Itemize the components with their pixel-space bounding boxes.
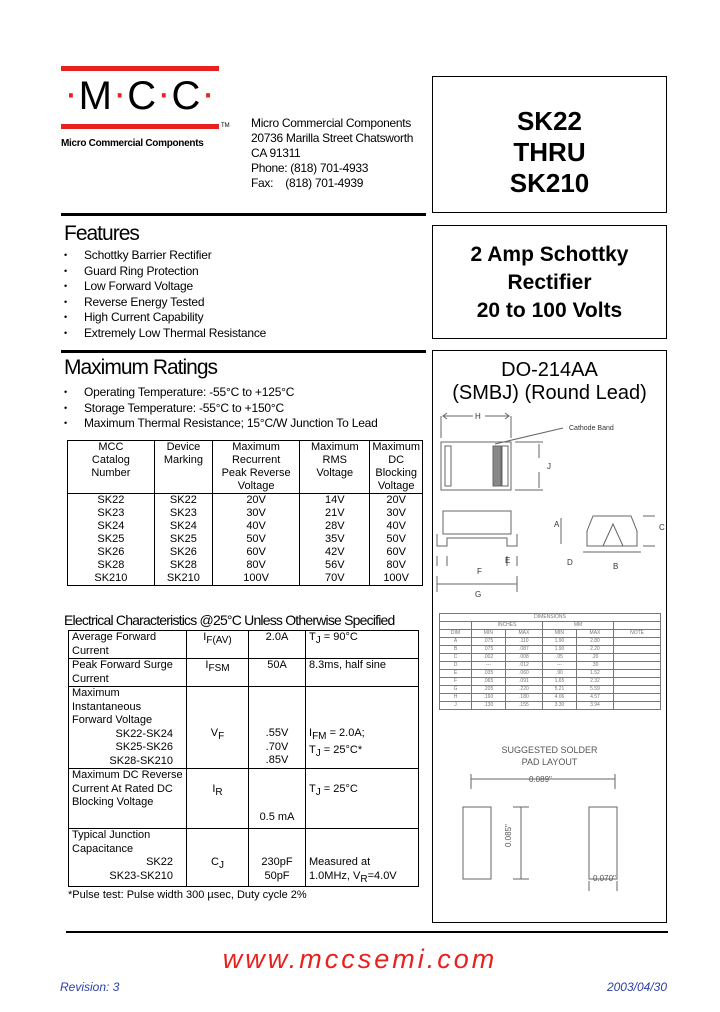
revision: Revision: 3 — [60, 980, 120, 994]
features-title: Features — [64, 222, 139, 245]
table-row: Peak Forward Surge Current $I_{FSM}$ 50A 8.3ms, half sine — [69, 659, 419, 687]
logo-bottom-bar — [61, 124, 219, 129]
electrical-title: Electrical Characteristics @25°C Unless Otherwise Specified — [64, 612, 395, 628]
dim-label-c: C — [659, 523, 665, 532]
company-address: Micro Commercial Components 20736 Marilla Street Chatsworth CA 91311 Phone: (818) 701-4933 Fax: (818) 701-4939 — [251, 116, 414, 190]
footer-divider — [66, 931, 668, 933]
table-row: F .065 .091 1.65 2.32 — [440, 678, 661, 686]
dim-label-j: J — [547, 462, 551, 471]
logo-top-bar — [61, 66, 219, 71]
table-row: Maximum Instantaneous Forward Voltage SK22-SK24 SK25-SK26 SK28-SK210 $V_F$ .55V .70V .85V $I_{FM} = 2.0A$; $T_J = 25^\circ C*$ — [69, 687, 419, 769]
table-row: SK22 SK22 20V 14V 20V — [68, 494, 423, 508]
col-header: Maximum RMS Voltage — [300, 441, 370, 494]
list-item: • Reverse Energy Tested — [64, 295, 266, 311]
dim-label-g: G — [475, 590, 482, 599]
part-number-box: SK22 THRU SK210 — [432, 76, 667, 213]
col-header: MCC Catalog Number — [68, 441, 155, 494]
max-ratings-table — [67, 440, 423, 586]
features-divider — [61, 350, 426, 353]
dim-label-h: H — [475, 412, 481, 421]
solder-pad-title: SUGGESTED SOLDER PAD LAYOUT — [501, 745, 598, 767]
table-row: SK24 SK24 40V 28V 40V — [68, 520, 423, 533]
electrical-table — [68, 630, 419, 887]
table-row: Maximum DC Reverse Current At Rated DC Blocking Voltage $I_R$ 0.5 mA $T_J = 25^\circ C$ — [69, 769, 419, 829]
solder-dim-width: 0.089" — [529, 775, 552, 784]
list-item: • Guard Ring Protection — [64, 264, 266, 280]
dim-label-b: B — [613, 562, 619, 571]
company-name: Micro Commercial Components — [61, 138, 204, 149]
table-row: Average Forward Current $I_{F(AV)}$ 2.0A $T_J = 90^\circ C$ — [69, 631, 419, 659]
website-url[interactable]: www.mccsemi.com — [222, 944, 498, 974]
package-subtitle: (SMBJ) (Round Lead) — [452, 382, 647, 404]
revision-date: 2003/04/30 — [606, 980, 667, 994]
dim-label-f: F — [477, 567, 482, 576]
table-row: E .035 .060 .90 1.52 — [440, 670, 661, 678]
dim-label-d: D — [567, 558, 573, 567]
table-row: SK210 SK210 100V 70V 100V — [68, 572, 423, 586]
max-ratings-list — [64, 385, 378, 432]
list-item: • High Current Capability — [64, 310, 266, 326]
package-name: DO-214AA — [501, 359, 598, 381]
max-ratings-title: Maximum Ratings — [64, 356, 218, 379]
list-item: • Extremely Low Thermal Resistance — [64, 326, 266, 342]
table-row: A .075 .110 1.90 2.80 — [440, 638, 661, 646]
dim-label-a: A — [554, 520, 560, 529]
col-header: Maximum Recurrent Peak Reverse Voltage — [213, 441, 300, 494]
table-row: SK23 SK23 30V 21V 30V — [68, 507, 423, 520]
table-row: G .205 .220 5.21 5.59 — [440, 686, 661, 694]
description-box: 2 Amp Schottky Rectifier 20 to 100 Volts — [432, 225, 667, 339]
table-row: B .075 .087 1.90 2.20 — [440, 646, 661, 654]
list-item: • Storage Temperature: -55°C to +150°C — [64, 401, 378, 417]
package-box — [432, 350, 667, 923]
col-header: Maximum DC Blocking Voltage — [370, 441, 423, 494]
trademark: TM — [221, 123, 230, 129]
table-row: SK26 SK26 60V 42V 60V — [68, 546, 423, 559]
solder-pad-drawing — [433, 769, 666, 909]
header-divider — [61, 213, 426, 216]
list-item: • Operating Temperature: -55°C to +125°C — [64, 385, 378, 401]
features-list — [64, 248, 266, 341]
list-item: • Maximum Thermal Resistance; 15°C/W Junction To Lead — [64, 416, 378, 432]
dim-label-e: E — [505, 556, 511, 565]
solder-dim-pad: 0.070" — [593, 874, 616, 883]
table-row: D --- .012 --- .30 — [440, 662, 661, 670]
table-row: J .130 .155 3.30 3.94 — [440, 702, 661, 710]
col-header: Device Marking — [154, 441, 212, 494]
dimensions-table: DIMENSIONS INCHES MM DIM MIN MAX MIN MAX NOTE A .075 .110 1.90 2.80 B .075 .087 1.90 2.20 C .002 .008 .05 .20 D --- .012 --- .30 E .035 .060 .90 1.52 F .065 .091 1.65 2.32 G .205 .220 5.21 5.59 H .160 .180 4.06 4.57 J .130 .155 3.30 3.94 — [439, 613, 661, 710]
table-row: Typical Junction Capacitance SK22 SK23-SK210 $C_J$ 230pF 50pF Measured at 1.0MHz, $V_R=4.0V$ — [69, 829, 419, 887]
table-row: SK25 SK25 50V 35V 50V — [68, 533, 423, 546]
table-row: SK28 SK28 80V 56V 80V — [68, 559, 423, 572]
mcc-logo: ·M·C·C· — [64, 71, 216, 118]
package-outline-drawing — [433, 406, 666, 606]
cathode-band-label: Cathode Band — [569, 425, 614, 432]
list-item: • Schottky Barrier Rectifier — [64, 248, 266, 264]
table-row: H .160 .180 4.06 4.57 — [440, 694, 661, 702]
table-row: C .002 .008 .05 .20 — [440, 654, 661, 662]
list-item: • Low Forward Voltage — [64, 279, 266, 295]
footnote: *Pulse test: Pulse width 300 µsec, Duty cycle 2% — [68, 889, 307, 901]
solder-dim-height: 0.085" — [504, 824, 513, 847]
